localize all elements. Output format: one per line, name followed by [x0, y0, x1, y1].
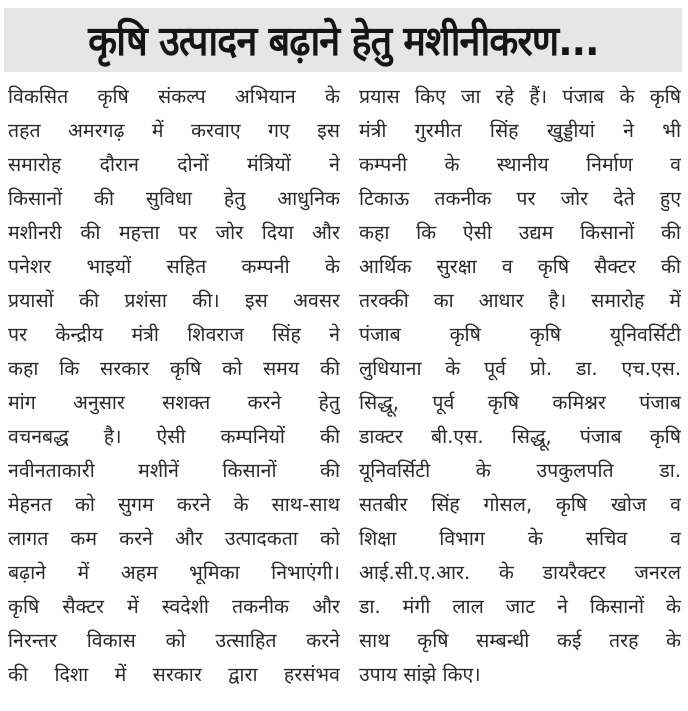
text-line: मांग अनुसार सशक्त करने हेतु: [8, 391, 340, 414]
text-line: मंत्री गुरमीत सिंह खुड्डीयां ने भी: [359, 119, 681, 142]
text-line: कहा कि सरकार कृषि को समय की: [8, 357, 340, 380]
text-line: लुधियाना के पूर्व प्रो. डा. एच.एस.: [359, 357, 681, 380]
text-line: नवीनताकारी मशीनें किसानों की: [8, 459, 340, 482]
text-line: तरक्की का आधार है। समारोह में: [359, 289, 681, 312]
text-line: कृषि सैक्टर में स्वदेशी तकनीक और: [8, 595, 340, 618]
text-line: पर केन्द्रीय मंत्री शिवराज सिंह ने: [8, 323, 340, 346]
text-line: मेहनत को सुगम करने के साथ-साथ: [8, 493, 340, 516]
text-line: कहा कि ऐसी उद्यम किसानों की: [359, 221, 681, 244]
text-line: किसानों की सुविधा हेतु आधुनिक: [8, 187, 340, 210]
text-line: उपाय सांझे किए।: [359, 663, 481, 686]
text-line: वचनबद्ध है। ऐसी कम्पनियों की: [8, 425, 340, 448]
text-line: सतबीर सिंह गोसल, कृषि खोज व: [359, 493, 681, 516]
text-line: साथ कृषि सम्बन्धी कई तरह के: [359, 629, 681, 652]
article-body: [0, 80, 688, 692]
headline-banner: [4, 8, 682, 72]
text-line: आई.सी.ए.आर. के डायरैक्टर जनरल: [359, 561, 681, 584]
text-line: प्रयासों की प्रशंसा की। इस अवसर: [8, 289, 340, 312]
text-line: शिक्षा विभाग के सचिव व: [359, 527, 681, 550]
text-line: सिद्धू, पूर्व कृषि कमिश्नर पंजाब: [359, 391, 681, 414]
text-line: विकसित कृषि संकल्प अभियान के: [8, 85, 340, 108]
article-column-right: [359, 80, 681, 692]
text-line: मशीनरी की महत्ता पर जोर दिया और: [8, 221, 340, 244]
text-line: प्रयास किए जा रहे हैं। पंजाब के कृषि: [359, 85, 681, 108]
text-line: कम्पनी के स्थानीय निर्माण व: [359, 153, 681, 176]
text-line: तहत अमरगढ़ में करवाए गए इस: [8, 119, 340, 142]
article-column-left: [8, 80, 340, 692]
text-line: डाक्टर बी.एस. सिद्धू, पंजाब कृषि: [359, 425, 681, 448]
text-line: यूनिवर्सिटी के उपकुलपति डा.: [359, 459, 681, 482]
headline: कृषि उत्पादन बढ़ाने हेतु मशीनीकरण...: [87, 17, 599, 65]
text-line: पंजाब कृषि कृषि यूनिवर्सिटी: [359, 323, 681, 346]
text-line: आर्थिक सुरक्षा व कृषि सैक्टर की: [359, 255, 681, 278]
text-line: बढ़ाने में अहम भूमिका निभाएंगी।: [8, 561, 340, 584]
text-line: पनेशर भाइयों सहित कम्पनी के: [8, 255, 340, 278]
text-line: टिकाऊ तकनीक पर जोर देते हुए: [359, 187, 681, 210]
text-line: की दिशा में सरकार द्वारा हरसंभव: [8, 663, 340, 686]
text-line: लागत कम करने और उत्पादकता को: [8, 527, 340, 550]
text-line: निरन्तर विकास को उत्साहित करने: [8, 629, 340, 652]
text-line: समारोह दौरान दोनों मंत्रियों ने: [8, 153, 340, 176]
text-line: डा. मंगी लाल जाट ने किसानों के: [359, 595, 681, 618]
